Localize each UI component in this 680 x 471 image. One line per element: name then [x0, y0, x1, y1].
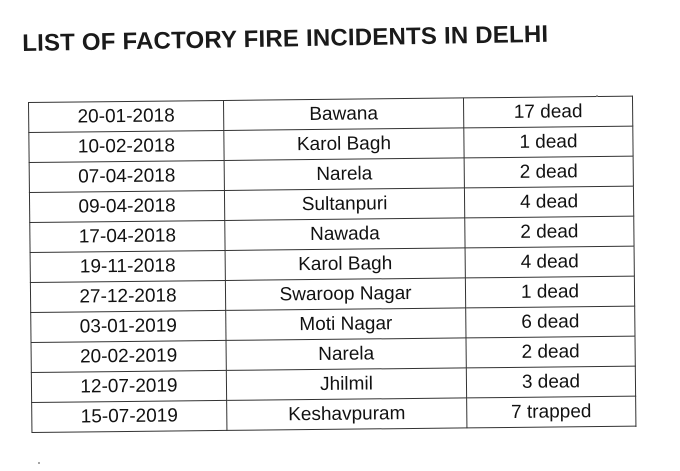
outcome-cell: 2 dead: [465, 216, 634, 248]
incidents-table: [28, 96, 636, 433]
incidents-table-container: [28, 96, 635, 433]
date-cell: 12-07-2019: [31, 370, 226, 402]
outcome-cell: 4 dead: [465, 246, 634, 278]
scan-speck: [38, 462, 40, 464]
date-cell: 17-04-2018: [30, 220, 225, 252]
location-cell: Keshavpuram: [227, 398, 467, 431]
location-cell: Narela: [224, 158, 464, 191]
location-cell: Karol Bagh: [224, 128, 464, 161]
incidents-table-body: [29, 96, 636, 432]
location-cell: Sultanpuri: [224, 188, 464, 221]
date-cell: 10-02-2018: [29, 130, 224, 162]
location-cell: Jhilmil: [226, 368, 466, 401]
outcome-cell: 1 dead: [464, 126, 633, 158]
location-cell: Moti Nagar: [226, 308, 466, 341]
outcome-cell: 3 dead: [466, 366, 635, 398]
date-cell: 27-12-2018: [30, 280, 225, 312]
date-cell: 19-11-2018: [30, 250, 225, 282]
page-title: LIST OF FACTORY FIRE INCIDENTS IN DELHI: [22, 20, 549, 57]
date-cell: 15-07-2019: [32, 400, 227, 432]
outcome-cell: 2 dead: [466, 336, 635, 368]
date-cell: 20-01-2018: [29, 100, 224, 132]
date-cell: 03-01-2019: [31, 310, 226, 342]
date-cell: 09-04-2018: [29, 190, 224, 222]
location-cell: Narela: [226, 338, 466, 371]
outcome-cell: 1 dead: [465, 276, 634, 308]
date-cell: 07-04-2018: [29, 160, 224, 192]
scan-speck: [596, 95, 598, 97]
outcome-cell: 17 dead: [463, 96, 632, 128]
location-cell: Karol Bagh: [225, 248, 465, 281]
outcome-cell: 4 dead: [464, 186, 633, 218]
outcome-cell: 7 trapped: [467, 396, 636, 428]
outcome-cell: 2 dead: [464, 156, 633, 188]
table-row: [32, 396, 636, 432]
date-cell: 20-02-2019: [31, 340, 226, 372]
outcome-cell: 6 dead: [466, 306, 635, 338]
location-cell: Swaroop Nagar: [225, 278, 465, 311]
location-cell: Nawada: [225, 218, 465, 251]
location-cell: Bawana: [223, 98, 463, 131]
